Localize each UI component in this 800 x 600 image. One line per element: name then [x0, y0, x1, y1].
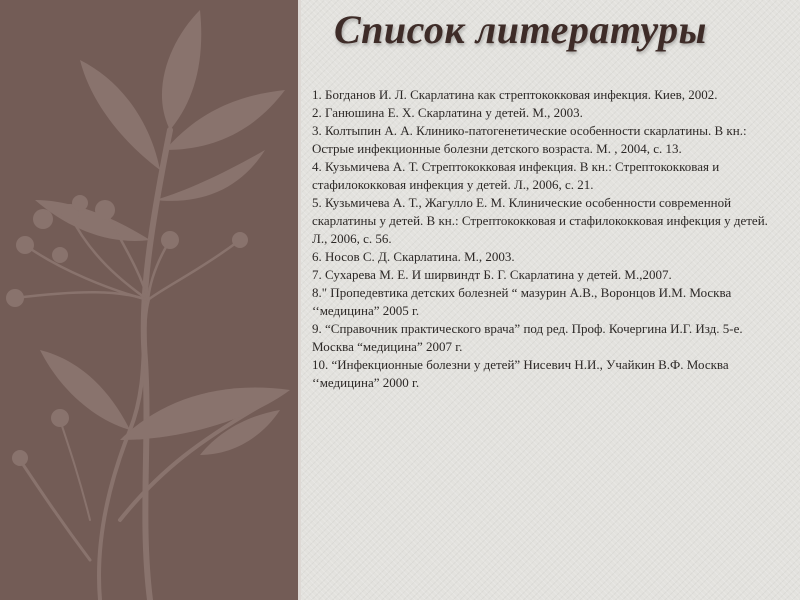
reference-item: 5. Кузьмичева А. Т., Жагулло Е. М. Клинические особенности современной скарлатины у детей. В кн.: Стрептококковая и стафилококковая инфекция у детей. Л., 2006, с. 56.	[312, 195, 768, 246]
decorative-left-panel	[0, 0, 298, 600]
reference-item: 2. Ганюшина Е. Х. Скарлатина у детей. М., 2003.	[312, 105, 583, 120]
reference-item: 3. Колтыпин А. А. Клинико-патогенетические особенности скарлатины. В кн.: Острые инфекционные болезни детского возраста. М. , 2004, с. 13.	[312, 123, 747, 156]
plant-silhouette-icon	[0, 0, 298, 600]
reference-item: 4. Кузьмичева А. Т. Стрептококковая инфекция. В кн.: Стрептококковая и стафилококковая инфекция у детей. Л., 2006, с. 21.	[312, 159, 720, 192]
reference-item: 9. “Справочник практического врача” под ред. Проф. Кочергина И.Г. Изд. 5-е. Москва “медицина” 2007 г.	[312, 321, 743, 354]
reference-list	[312, 86, 782, 392]
reference-item: 8." Пропедевтика детских болезней “ мазурин А.В., Воронцов И.М. Москва ‘‘медицина” 2005 г.	[312, 285, 732, 318]
reference-item: 10. “Инфекционные болезни у детей” Нисевич Н.И., Учайкин В.Ф. Москва ‘‘медицина” 2000 г.	[312, 357, 729, 390]
reference-item: 1. Богданов И. Л. Скарлатина как стрептококковая инфекция. Киев, 2002.	[312, 87, 718, 102]
reference-item: 7. Сухарева М. Е. И ширвиндт Б. Г. Скарлатина у детей. М.,2007.	[312, 267, 672, 282]
slide-title: Список литературы	[334, 7, 707, 52]
reference-item: 6. Носов С. Д. Скарлатина. М., 2003.	[312, 249, 515, 264]
